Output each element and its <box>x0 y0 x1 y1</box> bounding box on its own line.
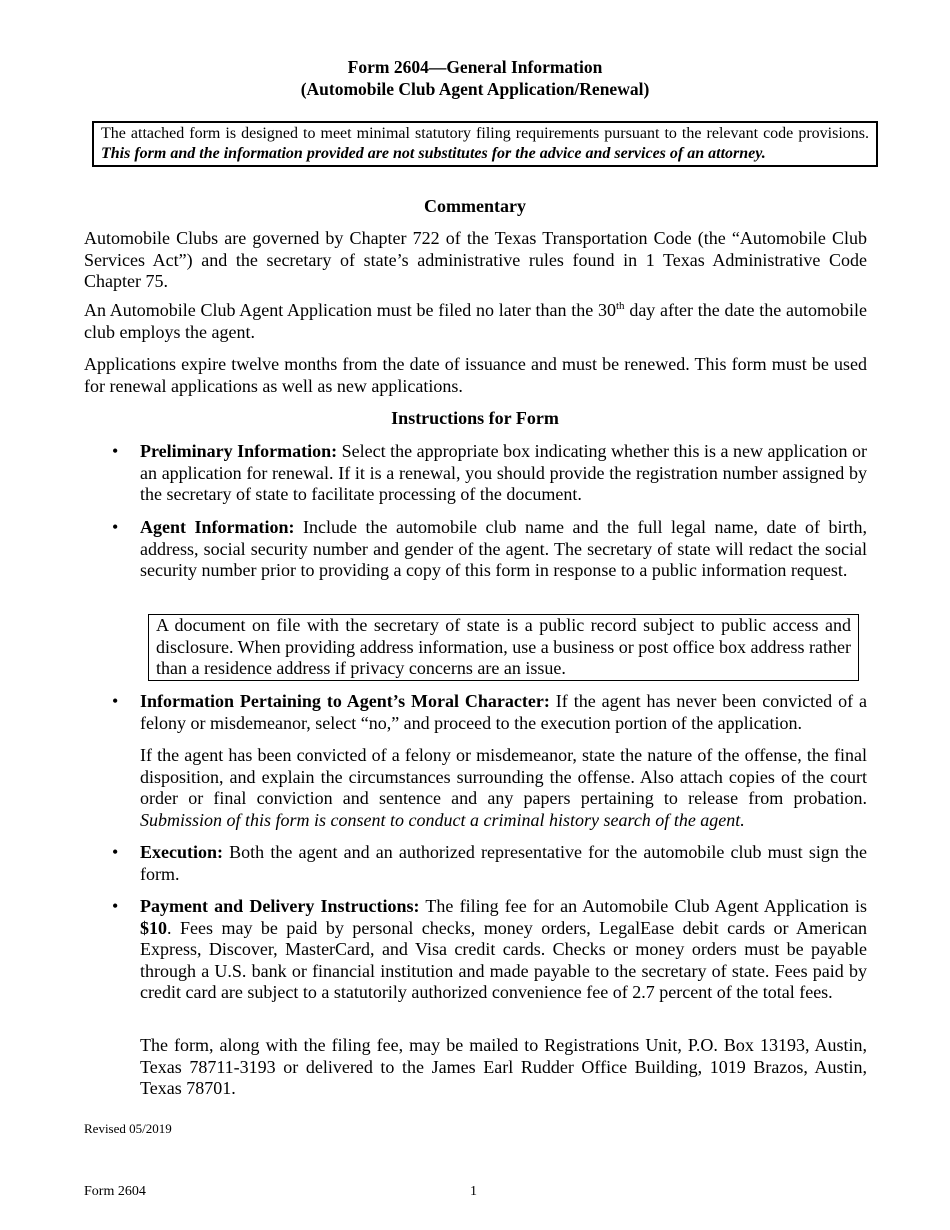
page-title <box>0 56 950 100</box>
moral-character-item <box>140 691 867 734</box>
bullet-marker: • <box>112 517 119 537</box>
agent-info-label: Agent Information: <box>140 517 295 537</box>
bullet-marker: • <box>112 441 119 461</box>
footer-form-number: Form 2604 <box>84 1184 146 1199</box>
bullet-marker: • <box>112 896 119 916</box>
commentary-paragraph-3: Applications expire twelve months from the date of issuance and must be renewed. This form must be used for renewal applications as well as new applications. <box>84 354 867 396</box>
payment-label: Payment and Delivery Instructions: <box>140 896 420 916</box>
moral-character-followup <box>140 745 867 831</box>
p2-superscript: th <box>616 300 625 312</box>
execution-text: Both the agent and an authorized representative for the automobile club must sign the form. <box>140 842 867 884</box>
preliminary-info-item <box>140 441 867 506</box>
execution-item <box>140 842 867 885</box>
disclaimer-text: The attached form is designed to meet minimal statutory filing requirements pursuant to the relevant code provisions. <box>101 125 869 142</box>
bullet-marker: • <box>112 842 119 862</box>
execution-label: Execution: <box>140 842 223 862</box>
moral-character-text: If the agent has never been convicted of a felony or misdemeanor, select “no,” and proceed to the execution portion of the application. <box>140 691 868 733</box>
disclaimer-box <box>92 121 878 167</box>
revised-date: Revised 05/2019 <box>84 1121 172 1136</box>
privacy-notice-box: A document on file with the secretary of state is a public record subject to public access and disclosure. When providing address information, use a business or post office box address rather than a residence address if privacy concerns are an issue. <box>148 614 859 681</box>
payment-text-b: . Fees may be paid by personal checks, money orders, LegalEase debit cards or American Express, Discover, MasterCard, and Visa credit cards. Checks or money orders must be payable through a U.S. bank or financial institution and made payable to the secretary of state. Fees paid by credit card are subject to a statutorily authorized convenience fee of 2.7 percent of the total fees. <box>140 917 867 1002</box>
instructions-heading: Instructions for Form <box>391 408 559 428</box>
p2-after: day after the date the automobile club employs the agent. <box>84 300 867 342</box>
agent-info-item <box>140 517 867 582</box>
disclaimer-emphasis: This form and the information provided are not substitutes for the advice and services of an attorney. <box>101 145 766 162</box>
footer-page-number: 1 <box>470 1184 477 1199</box>
payment-item <box>140 896 867 1004</box>
commentary-paragraph-1: Automobile Clubs are governed by Chapter 722 of the Texas Transportation Code (the “Automobile Club Services Act”) and the secretary of state’s administrative rules found in 1 Texas Administrative Code Chapter 75. <box>84 228 867 291</box>
p2-before: An Automobile Club Agent Application must be filed no later than the 30 <box>84 300 616 320</box>
moral-character-label: Information Pertaining to Agent’s Moral Character: <box>140 691 550 711</box>
mailing-instructions: The form, along with the filing fee, may be mailed to Registrations Unit, P.O. Box 13193, Austin, Texas 78711-3193 or delivered to the James Earl Rudder Office Building, 1019 Brazos, Austin, Texas 78701. <box>140 1035 867 1098</box>
filing-fee: $10 <box>140 917 167 938</box>
commentary-paragraph-2 <box>84 300 867 343</box>
title-line-2: (Automobile Club Agent Application/Renewal) <box>300 79 650 99</box>
moral-followup-text: If the agent has been convicted of a felony or misdemeanor, state the nature of the offense, the final disposition, and explain the circumstances surrounding the offense. Also attach copies of the court order or final conviction and sentence and any papers pertaining to release from probation. <box>140 745 867 808</box>
moral-followup-italic: Submission of this form is consent to conduct a criminal history search of the agent. <box>140 809 745 830</box>
preliminary-info-label: Preliminary Information: <box>140 441 338 461</box>
payment-text-a: The filing fee for an Automobile Club Agent Application is <box>419 896 868 916</box>
bullet-marker: • <box>112 691 119 711</box>
agent-info-text: Include the automobile club name and the full legal name, date of birth, address, social security number and gender of the agent. The secretary of state will redact the social security number prior to providing a copy of this form in response to a public information request. <box>140 517 867 580</box>
preliminary-info-text: Select the appropriate box indicating whether this is a new application or an application for renewal. If it is a renewal, you should provide the registration number assigned by the secretary of state to facilitate processing of the document. <box>140 441 867 504</box>
title-line-1: Form 2604—General Information <box>347 57 603 77</box>
commentary-heading: Commentary <box>424 196 526 216</box>
